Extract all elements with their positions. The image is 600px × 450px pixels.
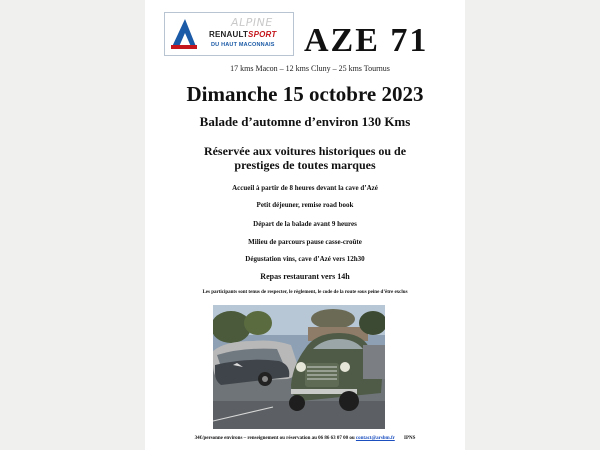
program-item: Petit déjeuner, remise road book bbox=[256, 201, 354, 209]
event-reserved: Réservée aux voitures historiques ou de prestiges de toutes marques bbox=[203, 144, 407, 172]
classic-cars-photo bbox=[213, 305, 385, 429]
program-item: Accueil à partir de 8 heures devant la cave d’Azé bbox=[232, 184, 378, 192]
event-date: Dimanche 15 octobre 2023 bbox=[186, 82, 424, 106]
contact-email-link[interactable]: contact@arsbm.fr bbox=[355, 436, 395, 441]
program-item: Repas restaurant vers 14h bbox=[260, 272, 350, 281]
logo-renault-text: RENAULTSPORT bbox=[209, 30, 277, 39]
rules-notice: Les participants sont tenus de respecter, le règlement, le code de la route sous peine d’être exclus bbox=[202, 290, 408, 295]
page-title: AZE 71 bbox=[304, 22, 429, 59]
distances-text: 17 kms Macon – 12 kms Cluny – 25 kms Tournus bbox=[230, 64, 390, 73]
footer-contact: 34€/personne environs – renseignement ou réservation au 06 86 63 07 00 ou contact@arsbm.fr IPNS bbox=[194, 436, 416, 441]
logo-region-text: DU HAUT MACONNAIS bbox=[211, 42, 275, 48]
program-item: Départ de la balade avant 9 heures bbox=[253, 220, 357, 228]
event-balade: Balade d’automne d’environ 130 Kms bbox=[199, 114, 411, 129]
program-item: Dégustation vins, cave d’Azé vers 12h30 bbox=[245, 255, 365, 263]
logo-alpine-text: ALPINE bbox=[229, 16, 274, 29]
program-item: Milieu de parcours pause casse-croûte bbox=[248, 238, 362, 246]
alpine-renault-sport-logo bbox=[164, 12, 294, 56]
alpine-a-logo-icon bbox=[169, 17, 199, 51]
